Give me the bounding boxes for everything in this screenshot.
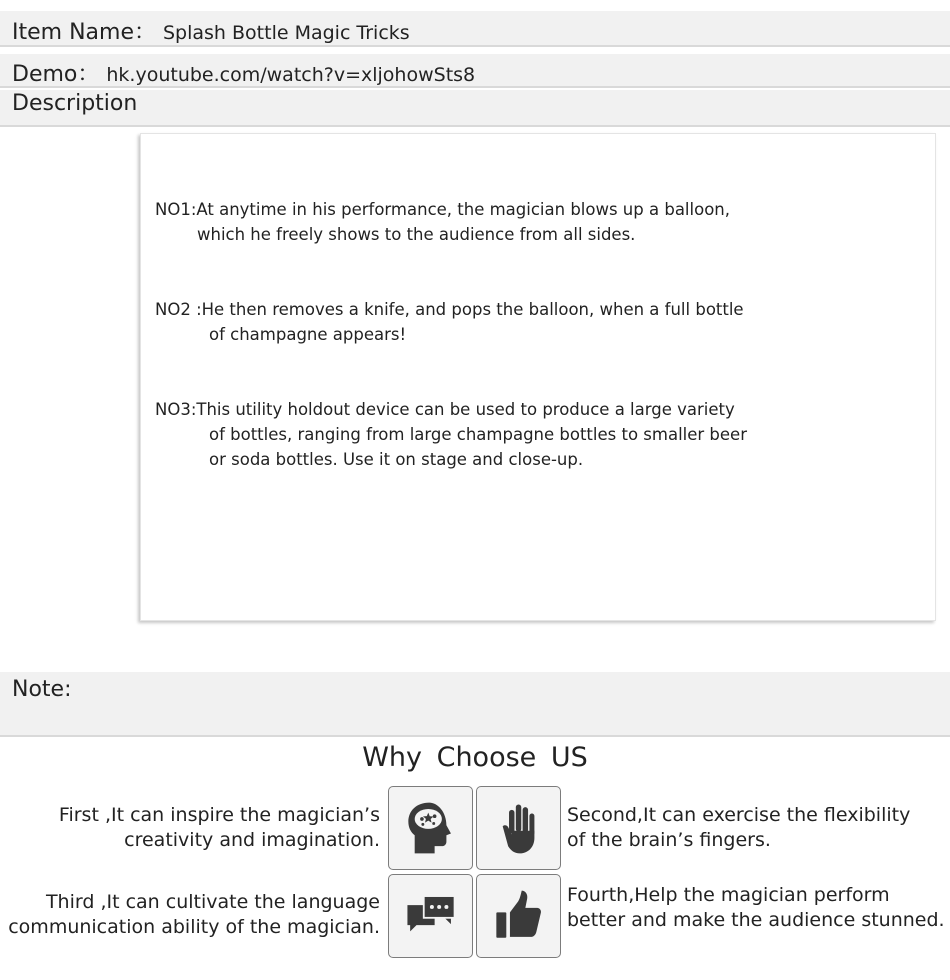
feature-third-text: Third ,It can cultivate the language communication ability of the magician. (8, 891, 380, 938)
description-paragraph-1: NO1:At anytime in his performance, the magician blows up a balloon, which he freely shows to the audience from all sides. (155, 200, 730, 244)
item-name-label: Item Name： Splash Bottle Magic Tricks (12, 20, 410, 45)
demo-link[interactable]: hk.youtube.com/watch?v=xljohowSts8 (106, 64, 476, 86)
description-card (140, 133, 936, 621)
feature-fourth-text: Fourth,Help the magician perform better and make the audience stunned. (567, 884, 945, 931)
description-paragraph-3: NO3:This utility holdout device can be used to produce a large variety of bottles, ranging from large champagne bottles to smaller beer or soda bottles. Use it on stage and close-up. (155, 400, 747, 469)
brain-head-icon (402, 799, 460, 857)
chat-bubbles-icon (402, 887, 460, 945)
why-choose-us-title: Why Choose US (362, 742, 588, 773)
hand-icon (490, 799, 548, 857)
item-name-value: Splash Bottle Magic Tricks (162, 22, 410, 44)
description-paragraph-2: NO2 :He then removes a knife, and pops the balloon, when a full bottle of champagne appears! (155, 300, 744, 344)
note-row (0, 672, 950, 737)
description-row (0, 90, 950, 127)
description-label: Description (12, 91, 138, 116)
note-label: Note: (12, 677, 72, 702)
flexibility-tile (476, 786, 561, 870)
creativity-tile (388, 786, 473, 870)
item-name-row (0, 11, 950, 47)
feature-first-text: First ,It can inspire the magician’s creativity and imagination. (58, 804, 380, 851)
thumbs-up-icon (490, 887, 548, 945)
approval-tile (476, 874, 561, 958)
feature-second-text: Second,It can exercise the flexibility of the brain’s fingers. (567, 804, 911, 851)
demo-row (0, 54, 950, 88)
communication-tile (388, 874, 473, 958)
demo-label: Demo： hk.youtube.com/watch?v=xljohowSts8 (12, 62, 476, 87)
